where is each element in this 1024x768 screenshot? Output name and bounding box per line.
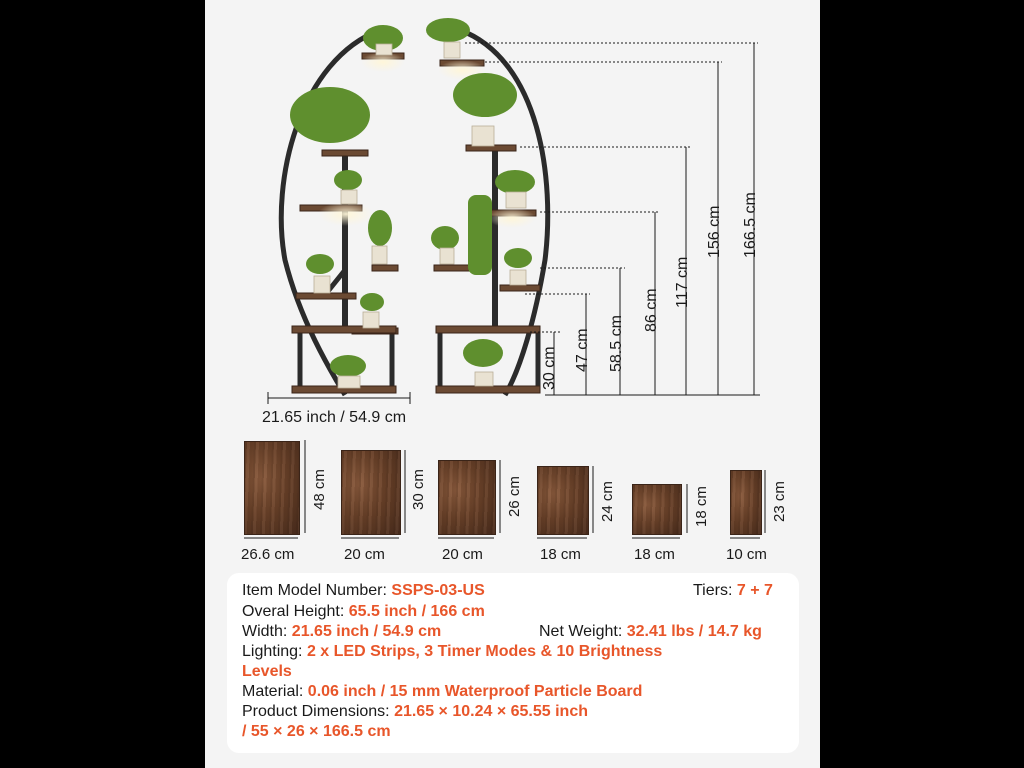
- tiers-value: 7 + 7: [736, 582, 773, 599]
- material-value: 0.06 inch / 15 mm Waterproof Particle Board: [307, 683, 643, 700]
- height-label-166-5: 166.5 cm: [742, 192, 759, 258]
- board-swatch-2: [341, 450, 401, 535]
- spec-dimensions: Product Dimensions: 21.65 × 10.24 × 65.55 inch: [242, 703, 588, 720]
- board-width-label-1: 26.6 cm: [241, 546, 295, 563]
- height-label-58-5: 58.5 cm: [608, 315, 625, 372]
- board-height-label-4: 24 cm: [599, 481, 616, 522]
- board-swatch-6: [730, 470, 762, 535]
- spec-model: Item Model Number: SSPS-03-US: [242, 582, 485, 599]
- height-label-156: 156 cm: [706, 205, 723, 258]
- board-width-label-4: 18 cm: [540, 546, 581, 563]
- board-height-label-1: 48 cm: [311, 469, 328, 510]
- board-swatch-1: [244, 441, 300, 535]
- width-value: 21.65 inch / 54.9 cm: [291, 623, 442, 640]
- board-width-label-2: 20 cm: [344, 546, 385, 563]
- board-height-label-2: 30 cm: [410, 469, 427, 510]
- spec-lighting: Lighting: 2 x LED Strips, 3 Timer Modes & 10 Brightness: [242, 643, 663, 660]
- spec-material: Material: 0.06 inch / 15 mm Waterproof Particle Board: [242, 683, 643, 700]
- height-label-30: 30 cm: [541, 346, 558, 390]
- height-label-47: 47 cm: [574, 328, 591, 372]
- board-width-label-6: 10 cm: [726, 546, 767, 563]
- spec-dimensions-cont: / 55 × 26 × 166.5 cm: [242, 723, 391, 740]
- weight-value: 32.41 lbs / 14.7 kg: [626, 623, 762, 640]
- height-value: 65.5 inch / 166 cm: [348, 603, 485, 620]
- spec-tiers: Tiers: 7 + 7: [693, 582, 773, 599]
- board-swatch-4: [537, 466, 589, 535]
- spec-lighting-cont: Levels: [242, 663, 292, 680]
- board-height-label-6: 23 cm: [771, 481, 788, 522]
- spec-height: Overal Height: 65.5 inch / 166 cm: [242, 603, 485, 620]
- height-label-117: 117 cm: [674, 256, 691, 308]
- width-dimension-line: [268, 392, 410, 404]
- height-label-86: 86 cm: [643, 288, 660, 332]
- width-label: 21.65 inch / 54.9 cm: [262, 409, 407, 426]
- board-height-label-3: 26 cm: [506, 476, 523, 517]
- spec-width: Width: 21.65 inch / 54.9 cm: [242, 623, 442, 640]
- board-swatch-5: [632, 484, 682, 535]
- board-width-label-3: 20 cm: [442, 546, 483, 563]
- dimensions-value: 21.65 × 10.24 × 65.55 inch: [394, 703, 588, 720]
- spec-weight: Net Weight: 32.41 lbs / 14.7 kg: [539, 623, 762, 640]
- model-value: SSPS-03-US: [391, 582, 485, 599]
- board-width-label-5: 18 cm: [634, 546, 675, 563]
- spec-card: [227, 573, 799, 753]
- board-swatch-3: [438, 460, 496, 535]
- lighting-value: 2 x LED Strips, 3 Timer Modes & 10 Brightness: [306, 643, 663, 660]
- board-height-label-5: 18 cm: [693, 486, 710, 527]
